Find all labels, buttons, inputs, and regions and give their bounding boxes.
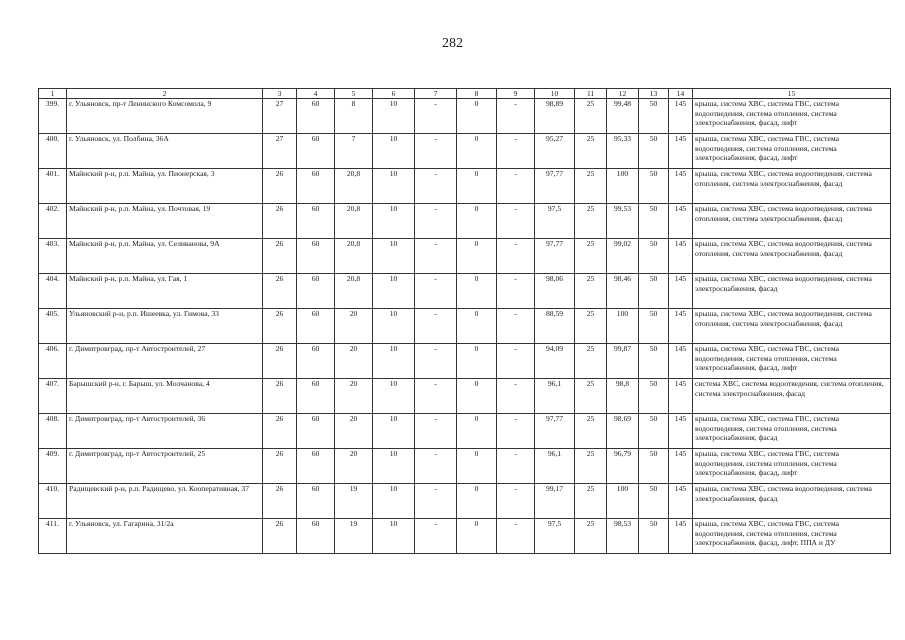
- value-cell: 26: [263, 379, 297, 414]
- value-cell: 60: [297, 309, 335, 344]
- register-table: [38, 88, 891, 554]
- value-cell: 60: [297, 379, 335, 414]
- value-cell: 50: [639, 239, 669, 274]
- value-cell: 10: [373, 449, 415, 484]
- value-cell: 50: [639, 379, 669, 414]
- row-number: 400.: [39, 134, 67, 169]
- value-cell: -: [415, 449, 457, 484]
- value-cell: 145: [669, 449, 693, 484]
- value-cell: 60: [297, 239, 335, 274]
- value-cell: 50: [639, 204, 669, 239]
- row-number: 399.: [39, 99, 67, 134]
- value-cell: -: [497, 449, 535, 484]
- value-cell: 7: [335, 134, 373, 169]
- column-header: 5: [335, 89, 373, 99]
- value-cell: -: [497, 274, 535, 309]
- value-cell: 26: [263, 169, 297, 204]
- value-cell: 26: [263, 449, 297, 484]
- column-header: 15: [693, 89, 891, 99]
- value-cell: -: [415, 204, 457, 239]
- value-cell: 97,77: [535, 169, 575, 204]
- value-cell: 0: [457, 204, 497, 239]
- value-cell: 0: [457, 134, 497, 169]
- value-cell: 99,53: [607, 204, 639, 239]
- row-number: 406.: [39, 344, 67, 379]
- value-cell: 0: [457, 169, 497, 204]
- value-cell: 97,77: [535, 239, 575, 274]
- value-cell: 100: [607, 309, 639, 344]
- value-cell: 0: [457, 414, 497, 449]
- value-cell: 60: [297, 449, 335, 484]
- value-cell: 50: [639, 134, 669, 169]
- value-cell: 10: [373, 309, 415, 344]
- column-number-row: [39, 89, 891, 99]
- value-cell: 50: [639, 484, 669, 519]
- address-cell: Майнский р-н, р.п. Майна, ул. Почтовая, 19: [67, 204, 263, 239]
- works-cell: крыша, система ХВС, система водоотведения, система отопления, система электроснабжения, фасад: [693, 204, 891, 239]
- value-cell: 145: [669, 239, 693, 274]
- value-cell: 98,89: [535, 99, 575, 134]
- column-header: 7: [415, 89, 457, 99]
- value-cell: 10: [373, 379, 415, 414]
- column-header: 2: [67, 89, 263, 99]
- value-cell: -: [415, 484, 457, 519]
- address-cell: Майнский р-н, р.п. Майна, ул. Пионерская, 3: [67, 169, 263, 204]
- value-cell: 50: [639, 449, 669, 484]
- value-cell: 0: [457, 449, 497, 484]
- value-cell: -: [415, 379, 457, 414]
- value-cell: 20,8: [335, 204, 373, 239]
- value-cell: 96,79: [607, 449, 639, 484]
- value-cell: -: [497, 204, 535, 239]
- table-row: [39, 239, 891, 274]
- value-cell: 0: [457, 344, 497, 379]
- value-cell: 27: [263, 99, 297, 134]
- value-cell: 99,87: [607, 344, 639, 379]
- value-cell: 19: [335, 484, 373, 519]
- row-number: 405.: [39, 309, 67, 344]
- value-cell: 98,06: [535, 274, 575, 309]
- address-cell: Ульяновский р-н, р.п. Ишеевка, ул. Гимова, 33: [67, 309, 263, 344]
- value-cell: 10: [373, 344, 415, 379]
- column-header: 9: [497, 89, 535, 99]
- row-number: 409.: [39, 449, 67, 484]
- column-header: 13: [639, 89, 669, 99]
- table-row: [39, 484, 891, 519]
- value-cell: 10: [373, 414, 415, 449]
- column-header: 11: [575, 89, 607, 99]
- value-cell: 96,1: [535, 449, 575, 484]
- value-cell: -: [497, 344, 535, 379]
- value-cell: 20: [335, 379, 373, 414]
- value-cell: 0: [457, 239, 497, 274]
- value-cell: 25: [575, 519, 607, 554]
- value-cell: -: [415, 239, 457, 274]
- row-number: 407.: [39, 379, 67, 414]
- table-row: [39, 379, 891, 414]
- value-cell: 0: [457, 379, 497, 414]
- value-cell: 60: [297, 274, 335, 309]
- value-cell: 20: [335, 414, 373, 449]
- row-number: 403.: [39, 239, 67, 274]
- value-cell: -: [415, 519, 457, 554]
- value-cell: 0: [457, 274, 497, 309]
- row-number: 404.: [39, 274, 67, 309]
- value-cell: 10: [373, 134, 415, 169]
- value-cell: 25: [575, 414, 607, 449]
- table-row: [39, 414, 891, 449]
- value-cell: 60: [297, 204, 335, 239]
- value-cell: 26: [263, 344, 297, 379]
- address-cell: Радищевский р-н, р.п. Радищево, ул. Кооперативная, 37: [67, 484, 263, 519]
- value-cell: 20: [335, 344, 373, 379]
- table-row: [39, 99, 891, 134]
- value-cell: 10: [373, 204, 415, 239]
- value-cell: 50: [639, 519, 669, 554]
- value-cell: 26: [263, 274, 297, 309]
- value-cell: -: [497, 519, 535, 554]
- value-cell: 97,5: [535, 519, 575, 554]
- column-header: 12: [607, 89, 639, 99]
- value-cell: 50: [639, 414, 669, 449]
- value-cell: 0: [457, 519, 497, 554]
- works-cell: крыша, система ХВС, система ГВС, система водоотведения, система отопления, система электроснабжения, фасад, лифт: [693, 344, 891, 379]
- value-cell: 25: [575, 344, 607, 379]
- table-row: [39, 449, 891, 484]
- value-cell: 0: [457, 99, 497, 134]
- value-cell: 98,53: [607, 519, 639, 554]
- value-cell: 99,17: [535, 484, 575, 519]
- table-row: [39, 169, 891, 204]
- value-cell: 60: [297, 519, 335, 554]
- works-cell: крыша, система ХВС, система водоотведения, система отопления, система электроснабжения, фасад: [693, 239, 891, 274]
- value-cell: 20: [335, 449, 373, 484]
- value-cell: -: [415, 99, 457, 134]
- table-row: [39, 344, 891, 379]
- value-cell: 50: [639, 274, 669, 309]
- value-cell: 10: [373, 519, 415, 554]
- value-cell: 60: [297, 484, 335, 519]
- page-number: 282: [442, 36, 463, 51]
- value-cell: 27: [263, 134, 297, 169]
- value-cell: 94,09: [535, 344, 575, 379]
- value-cell: 95,27: [535, 134, 575, 169]
- value-cell: 95,33: [607, 134, 639, 169]
- value-cell: 0: [457, 484, 497, 519]
- column-header: 3: [263, 89, 297, 99]
- value-cell: -: [497, 134, 535, 169]
- value-cell: 88,59: [535, 309, 575, 344]
- value-cell: 19: [335, 519, 373, 554]
- value-cell: 25: [575, 379, 607, 414]
- value-cell: 25: [575, 484, 607, 519]
- value-cell: 99,02: [607, 239, 639, 274]
- value-cell: -: [415, 134, 457, 169]
- value-cell: 25: [575, 309, 607, 344]
- value-cell: -: [497, 309, 535, 344]
- works-cell: система ХВС, система водоотведения, система отопления, система электроснабжения, фасад: [693, 379, 891, 414]
- value-cell: 60: [297, 414, 335, 449]
- value-cell: 26: [263, 204, 297, 239]
- value-cell: 20: [335, 309, 373, 344]
- value-cell: 50: [639, 309, 669, 344]
- value-cell: 50: [639, 169, 669, 204]
- value-cell: 50: [639, 99, 669, 134]
- address-cell: г. Димитровград, пр-т Автостроителей, 25: [67, 449, 263, 484]
- table-row: [39, 134, 891, 169]
- value-cell: -: [415, 309, 457, 344]
- address-cell: г. Димитровград, пр-т Автостроителей, 36: [67, 414, 263, 449]
- value-cell: 10: [373, 239, 415, 274]
- value-cell: 26: [263, 519, 297, 554]
- value-cell: 97,77: [535, 414, 575, 449]
- works-cell: крыша, система ХВС, система водоотведения, система электроснабжения, фасад: [693, 484, 891, 519]
- value-cell: 26: [263, 239, 297, 274]
- value-cell: 25: [575, 134, 607, 169]
- value-cell: 0: [457, 309, 497, 344]
- row-number: 410.: [39, 484, 67, 519]
- value-cell: -: [497, 414, 535, 449]
- value-cell: 26: [263, 484, 297, 519]
- value-cell: 20,8: [335, 169, 373, 204]
- row-number: 408.: [39, 414, 67, 449]
- value-cell: 25: [575, 449, 607, 484]
- value-cell: -: [415, 344, 457, 379]
- row-number: 402.: [39, 204, 67, 239]
- column-header: 6: [373, 89, 415, 99]
- value-cell: 145: [669, 134, 693, 169]
- value-cell: -: [497, 239, 535, 274]
- works-cell: крыша, система ХВС, система водоотведения, система электроснабжения, фасад: [693, 274, 891, 309]
- column-header: 8: [457, 89, 497, 99]
- value-cell: 10: [373, 99, 415, 134]
- value-cell: 50: [639, 344, 669, 379]
- value-cell: -: [415, 414, 457, 449]
- address-cell: Майнский р-н, р.п. Майна, ул. Гая, 1: [67, 274, 263, 309]
- value-cell: 98,46: [607, 274, 639, 309]
- value-cell: 145: [669, 519, 693, 554]
- address-cell: г. Ульяновск, пр-т Ленинского Комсомола, 9: [67, 99, 263, 134]
- value-cell: 60: [297, 169, 335, 204]
- value-cell: 100: [607, 169, 639, 204]
- address-cell: г. Димитровград, пр-т Автостроителей, 27: [67, 344, 263, 379]
- table-row: [39, 274, 891, 309]
- table-body: [39, 99, 891, 554]
- works-cell: крыша, система ХВС, система ГВС, система водоотведения, система отопления, система электроснабжения, фасад: [693, 414, 891, 449]
- value-cell: -: [497, 99, 535, 134]
- column-header: 4: [297, 89, 335, 99]
- value-cell: 25: [575, 169, 607, 204]
- column-header: 14: [669, 89, 693, 99]
- value-cell: -: [415, 169, 457, 204]
- value-cell: 10: [373, 169, 415, 204]
- table-row: [39, 309, 891, 344]
- value-cell: 25: [575, 99, 607, 134]
- address-cell: г. Ульяновск, ул. Гагарина, 31/2а: [67, 519, 263, 554]
- works-cell: крыша, система ХВС, система ГВС, система водоотведения, система отопления, система электроснабжения, фасад, лифт: [693, 99, 891, 134]
- table-row: [39, 204, 891, 239]
- value-cell: 8: [335, 99, 373, 134]
- value-cell: -: [497, 379, 535, 414]
- value-cell: 145: [669, 414, 693, 449]
- column-header: 10: [535, 89, 575, 99]
- value-cell: 25: [575, 239, 607, 274]
- value-cell: 60: [297, 134, 335, 169]
- value-cell: 26: [263, 414, 297, 449]
- value-cell: 145: [669, 99, 693, 134]
- table-row: [39, 519, 891, 554]
- works-cell: крыша, система ХВС, система ГВС, система водоотведения, система отопления, система электроснабжения, фасад, лифт: [693, 449, 891, 484]
- value-cell: 145: [669, 309, 693, 344]
- value-cell: 20,8: [335, 239, 373, 274]
- works-cell: крыша, система ХВС, система ГВС, система водоотведения, система отопления, система электроснабжения, фасад, лифт, ППА и ДУ: [693, 519, 891, 554]
- value-cell: -: [497, 169, 535, 204]
- value-cell: 100: [607, 484, 639, 519]
- value-cell: 26: [263, 309, 297, 344]
- value-cell: 145: [669, 379, 693, 414]
- address-cell: г. Ульяновск, ул. Полбина, 36А: [67, 134, 263, 169]
- row-number: 411.: [39, 519, 67, 554]
- value-cell: 99,48: [607, 99, 639, 134]
- value-cell: 145: [669, 344, 693, 379]
- value-cell: 60: [297, 99, 335, 134]
- works-cell: крыша, система ХВС, система водоотведения, система отопления, система электроснабжения, фасад: [693, 309, 891, 344]
- value-cell: -: [415, 274, 457, 309]
- value-cell: 97,5: [535, 204, 575, 239]
- row-number: 401.: [39, 169, 67, 204]
- value-cell: 20,8: [335, 274, 373, 309]
- address-cell: Барышский р-н, г. Барыш, ул. Молчанова, 4: [67, 379, 263, 414]
- value-cell: 25: [575, 204, 607, 239]
- works-cell: крыша, система ХВС, система ГВС, система водоотведения, система отопления, система электроснабжения, фасад, лифт: [693, 134, 891, 169]
- value-cell: 98,69: [607, 414, 639, 449]
- value-cell: 25: [575, 274, 607, 309]
- value-cell: 10: [373, 484, 415, 519]
- value-cell: -: [497, 484, 535, 519]
- value-cell: 98,8: [607, 379, 639, 414]
- value-cell: 10: [373, 274, 415, 309]
- column-header: 1: [39, 89, 67, 99]
- value-cell: 145: [669, 169, 693, 204]
- value-cell: 96,1: [535, 379, 575, 414]
- value-cell: 145: [669, 204, 693, 239]
- works-cell: крыша, система ХВС, система водоотведения, система отопления, система электроснабжения, фасад: [693, 169, 891, 204]
- address-cell: Майнский р-н, р.п. Майна, ул. Селиванова, 9А: [67, 239, 263, 274]
- value-cell: 145: [669, 274, 693, 309]
- value-cell: 145: [669, 484, 693, 519]
- value-cell: 60: [297, 344, 335, 379]
